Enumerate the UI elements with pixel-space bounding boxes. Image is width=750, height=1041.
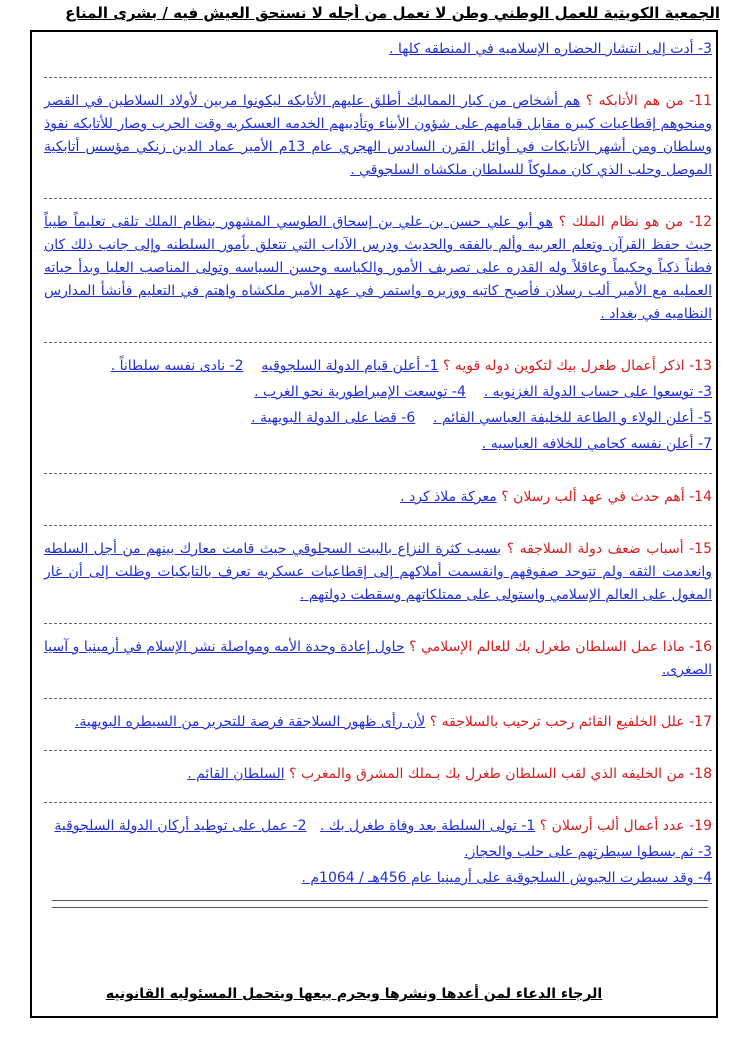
page-header: الجمعية الكويتية للعمل الوطني وطن لا نعمل من أجله لا نستحق العيش فيه / بشرى المناع — [65, 4, 720, 22]
page-footer: الرجاء الدعاء لمن أعدها ونشرها ويحرم بيعها ويتحمل المسئوليه القانونيه — [105, 986, 603, 1002]
answer-16-text: حاول إعادة وحدة الأمه ومواصلة نشر الإسلام في أرمينيا و آسيا الصغرى. — [44, 639, 712, 678]
question-15-text: 15- أسباب ضعف دولة السلاجقه ؟ — [506, 541, 712, 557]
answer-13-point-7: 7- أعلن نفسه كحامي للخلافه العباسيه . — [481, 436, 712, 452]
answer-13-point-4: 4- توسعت الإمبراطورية نحو الغرب . — [254, 384, 466, 400]
answer-18-text: السلطان القائم . — [187, 766, 285, 782]
divider — [44, 63, 712, 78]
answer-13-point-5: 5- أعلن الولاء و الطاعة للخليفة العباسي القائم . — [433, 410, 712, 426]
divider — [44, 459, 712, 474]
answer-14-text: معركة ملاذ كرد . — [400, 489, 497, 505]
question-11 — [44, 90, 712, 182]
question-15 — [44, 538, 712, 607]
answer-13-point-6: 6- قضا على الدولة البويهية . — [251, 410, 416, 426]
question-19-row-2 — [44, 839, 712, 865]
question-13-row-1 — [44, 353, 712, 379]
question-19-row-3 — [44, 865, 712, 891]
answer-19-point-2: 2- عمل على توطيد أركان الدولة السلجوقية — [54, 818, 307, 834]
question-12-text: 12- من هو نظام الملك ؟ — [558, 214, 713, 230]
question-19 — [44, 813, 712, 891]
answer-15-text: بسبب كثرة النزاع بالبيت السجلوقي حيث قامت معارك بينهم من أجل السلطه وانعدمت الثقه ولم تتوحد صفوفهم وانقسمت أملاكهم إلى إقطاعيات عسكريه تعرف بالتابكيات وظلت إلى أن غار المغول على العالم الإسلامي واستولى على ممتلكاتهم وسقطت دولتهم . — [44, 541, 712, 603]
item-3-line — [44, 38, 712, 61]
divider — [44, 788, 712, 803]
question-17 — [44, 711, 712, 734]
question-18-text: 18- من الخليفه الذي لقب السلطان طغرل بك بـملك المشرق والمغرب ؟ — [289, 766, 712, 782]
question-14 — [44, 486, 712, 509]
answer-11-text: هم أشخاص من كبار المماليك أطلق عليهم الأتابكه ليكونوا مربين لأولاد السلاطين في القصر ومنحوهم إقطاعيات كبيره مقابل قيامهم على شؤون الأبناء وتأديبهم الخدمه العسكريه وقت الحرب وصار للأتابكه نفوذ وسلطان ومن أشهر الأتابكات في أوائل القرن السادس الهجري عام 13م الأمير عماد الدين زنكي مؤسس أتابكية الموصل وحلب الذي كان مملوكاً للسلطان ملكشاه السلجوقي . — [44, 93, 712, 178]
question-14-text: 14- أهم حدث في عهد ألب رسلان ؟ — [501, 489, 712, 505]
question-13-row-3 — [44, 405, 712, 431]
divider — [44, 684, 712, 699]
item-3-text: 3- أدت إلى انتشار الحضاره الإسلاميه في المنطقه كلها . — [389, 41, 712, 57]
question-16 — [44, 636, 712, 682]
divider — [44, 511, 712, 526]
question-13 — [44, 353, 712, 457]
question-19-row-1 — [44, 813, 712, 839]
answer-12-text: هو أبو علي حسن بن علي بن إسحاق الطوسي المشهور بنظام الملك تلقى تعليماً طيباً حيث حفظ القرآن وتعلم العربيه وألم بالفقه والحديث ودرس الآداب التي تتعلق بأمور السلطنه وإلى جانب ذلك كان فطناً ذكياً وحكيماً وعاقلاً وله القدره على تصريف الأمور والكياسه وحسن السياسه وتولى المناصب العليا وبدأ حياته العمليه مع الأمير ألب رسلان فأصبح كاتبه ووزيره واستمر في عهد الأمير ملكشاه واهتم في التعليم فأنشأ المدارس النظاميه في بغداد . — [44, 214, 712, 322]
divider — [44, 609, 712, 624]
divider — [44, 736, 712, 751]
question-12 — [44, 211, 712, 326]
question-13-row-2 — [44, 379, 712, 405]
answer-19-point-4: 4- وقد سيطرت الجيوش السلجوقية على أرمينيا عام 456هـ / 1064م . — [301, 870, 712, 886]
answer-17-text: لأن رأى ظهور السلاجقة فرصة للتحرير من السيطره البويهية. — [74, 714, 426, 730]
question-16-text: 16- ماذا عمل السلطان طغرل بك للعالم الإسلامي ؟ — [409, 639, 712, 655]
document-body — [44, 38, 712, 891]
question-18 — [44, 763, 712, 786]
divider — [44, 328, 712, 343]
double-divider — [52, 900, 708, 908]
answer-19-point-1: 1- تولى السلطة بعد وفاة طغرل بك . — [319, 818, 536, 834]
answer-19-point-3: 3- ثم بسطوا سيطرتهم على حلب والحجاز. — [464, 844, 712, 860]
question-17-text: 17- علل الخلفيع القائم رحب ترحيب بالسلاجقه ؟ — [429, 714, 712, 730]
answer-13-point-3: 3- توسعوا على حساب الدولة الغزنويه . — [483, 384, 712, 400]
question-13-text: 13- اذكر أعمال طغرل بيك لتكوين دوله قويه ؟ — [442, 358, 712, 374]
question-11-text: 11- من هم الأتابكه ؟ — [585, 93, 712, 109]
question-13-row-4 — [44, 431, 712, 457]
divider — [44, 184, 712, 199]
answer-13-point-2: 2- نادى نفسه سلطاناً . — [110, 358, 244, 374]
answer-13-point-1: 1- أعلن قيام الدولة السلجوقيه — [261, 358, 439, 374]
question-19-text: 19- عدد أعمال ألب أرسلان ؟ — [539, 818, 712, 834]
